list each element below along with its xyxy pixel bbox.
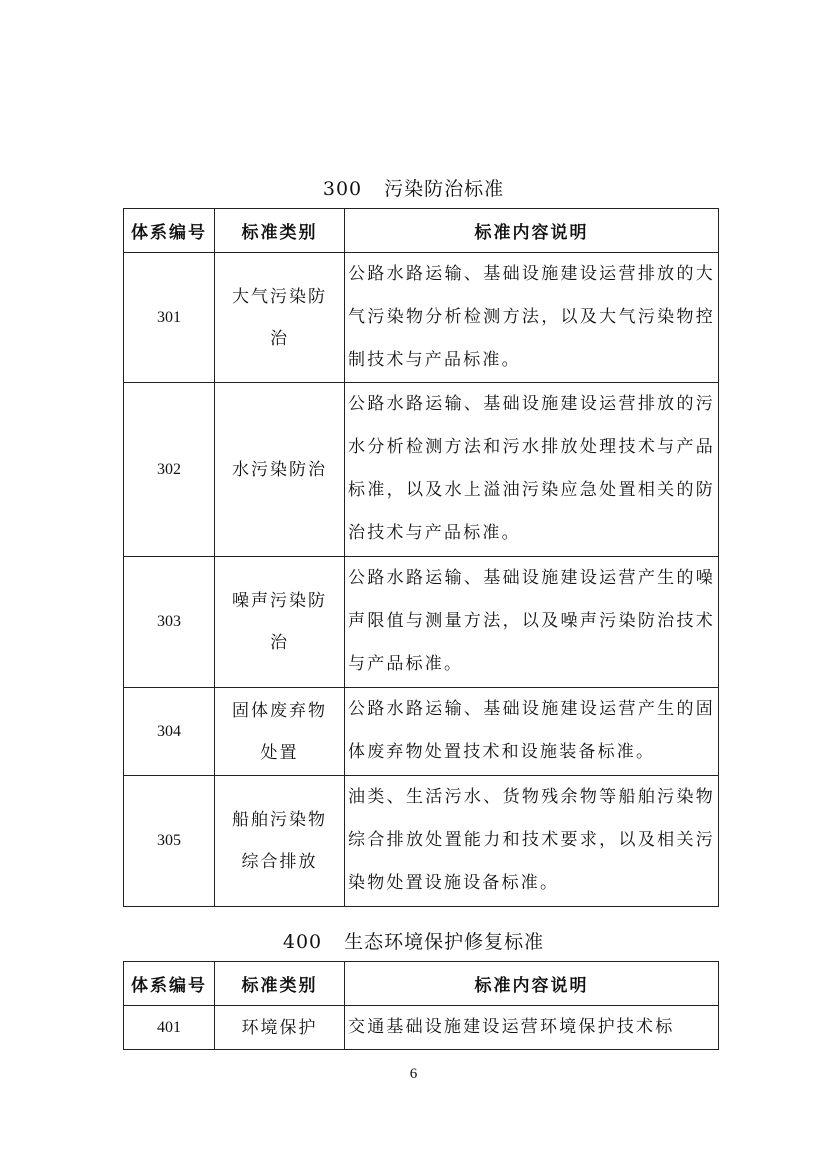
table-row (124, 557, 719, 688)
table-row (124, 776, 719, 907)
row-category-text: 水污染防治 (232, 459, 327, 480)
row-description: 交通基础设施建设运营环境保护技术标 (345, 1006, 719, 1050)
row-code: 302 (124, 383, 215, 557)
table-header-row (124, 962, 719, 1006)
row-category (215, 776, 345, 907)
section-300-name: 污染防治标准 (384, 178, 505, 200)
header-system-code: 体系编号 (124, 209, 215, 253)
section-400-number: 400 (282, 931, 323, 953)
row-code: 303 (124, 557, 215, 688)
row-category (215, 253, 345, 383)
row-description: 油类、生活污水、货物残余物等船舶污染物综合排放处置能力和技术要求，以及相关污染物处置设施设备标准。 (345, 776, 719, 907)
header-content-description: 标准内容说明 (345, 962, 719, 1006)
row-description: 公路水路运输、基础设施建设运营产生的固体废弃物处置技术和设施装备标准。 (345, 688, 719, 776)
row-code: 401 (124, 1006, 215, 1050)
table-row (124, 383, 719, 557)
row-category (215, 383, 345, 557)
row-category-text: 大气污染防治 (232, 286, 327, 349)
table-row (124, 688, 719, 776)
header-standard-category: 标准类别 (215, 209, 345, 253)
section-300-title (0, 174, 827, 201)
row-category (215, 557, 345, 688)
row-description: 公路水路运输、基础设施建设运营排放的污水分析检测方法和污水排放处理技术与产品标准，以及水上溢油污染应急处置相关的防治技术与产品标准。 (345, 383, 719, 557)
header-content-description: 标准内容说明 (345, 209, 719, 253)
section-300-number: 300 (322, 178, 363, 200)
row-category (215, 688, 345, 776)
row-category-text: 环境保护 (241, 1017, 318, 1038)
header-standard-category: 标准类别 (215, 962, 345, 1006)
row-category-text: 船舶污染物综合排放 (232, 810, 327, 872)
table-row (124, 253, 719, 383)
page-number: 6 (409, 1066, 418, 1082)
table-row (124, 1006, 719, 1050)
ecological-protection-table (123, 961, 719, 1050)
row-category-text: 噪声污染防治 (232, 591, 327, 653)
row-description: 公路水路运输、基础设施建设运营排放的大气污染物分析检测方法，以及大气污染物控制技术与产品标准。 (345, 253, 719, 383)
row-category-text: 固体废弃物处置 (232, 700, 327, 763)
row-description: 公路水路运输、基础设施建设运营产生的噪声限值与测量方法，以及噪声污染防治技术与产品标准。 (345, 557, 719, 688)
row-code: 305 (124, 776, 215, 907)
pollution-control-table (123, 208, 719, 907)
section-400-title (0, 927, 827, 954)
row-code: 301 (124, 253, 215, 383)
section-400-name: 生态环境保护修复标准 (344, 931, 545, 953)
table-header-row (124, 209, 719, 253)
row-code: 304 (124, 688, 215, 776)
header-system-code: 体系编号 (124, 962, 215, 1006)
row-category (215, 1006, 345, 1050)
